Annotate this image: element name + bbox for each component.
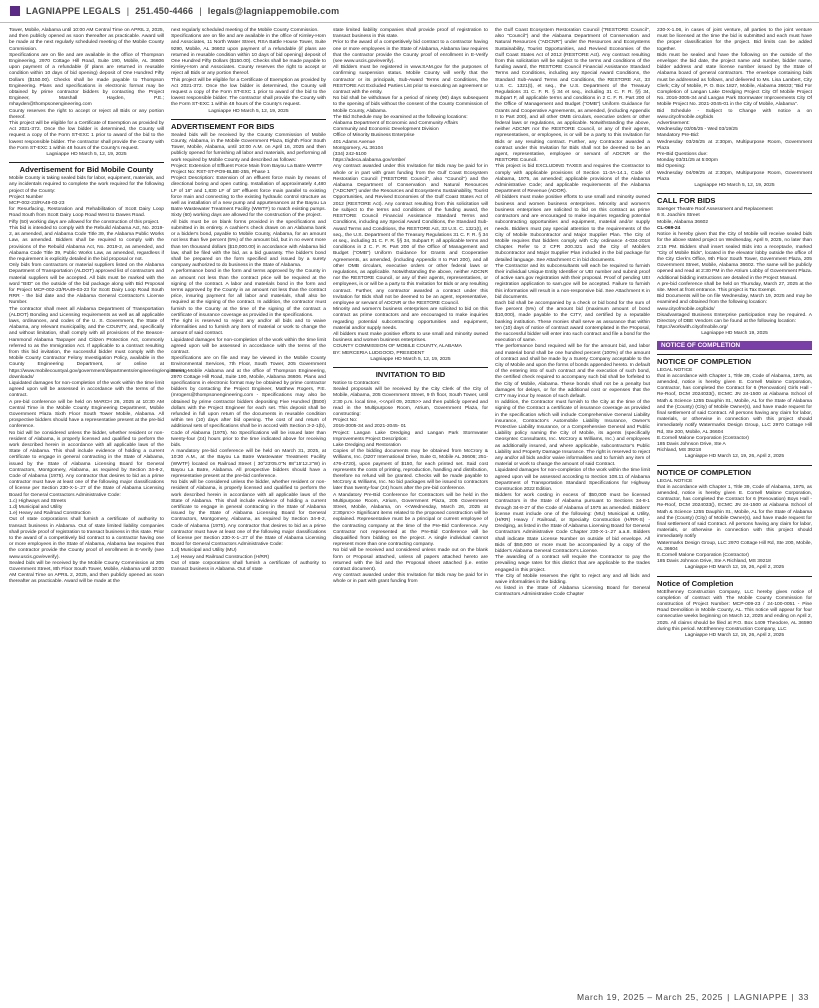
column-5 xyxy=(657,28,812,976)
notice-heading: NOTICE OF COMPLETION xyxy=(657,465,812,477)
notice-text: 1.d) Municipal and Utility (MU) xyxy=(171,548,237,554)
notice-text: No bid will be considered unless the bidder, whether resident or non-resident of Alabama, is properly licensed and qualified to perform the work described herein in accordance with all applicable laws of the State of Alabama. This shall include evidence of holding a current certificate to engage in general contracting in the State of Alabama, issued by the State of Alabama Licensing Board for General Contractors, Montgomery, Alabama, as required by Section 34-8-2, Code of Alabama (1975). Any contractor that desires to bid as a prime contractor must have at least one of the following major classifications of license per Section 230-X-1-.27 of the State of Alabama Licensing Board for General Contractors Administrative Code: xyxy=(9,430,164,498)
notice-text: All bidders must make positive efforts to use small and minority owned business and women business enterprises. Minority and women's business enterprises are solicited to bid on this contract as prime contractors and are encouraged to make inquiries regarding potential subcontracting opportunities and equipment, material and/or supply needs. Bidders must pay special attention to the requirements of the City of Mobile Subcontractor and Major Supplier Plan. The City of Mobile requires that bidders comply with City ordinance 4-034-2018 Chapter. Refer to 2 CFR 200.321 and the City of Mobile's Subcontractor and Major Supplier Plan included in the bid package for detailed language. See Attachment C in bid documents. xyxy=(495,195,650,263)
publication-name: LAGNIAPPE LEGALS xyxy=(26,6,121,16)
notice-text: 401 Adams Avenue xyxy=(333,139,376,145)
notice-text: Watermarks Design Group, LLC 2970 Cottage Hill Rd, Ste 200, Mobile, AL 36604 xyxy=(657,540,812,552)
notice-text: Project No: xyxy=(333,418,358,424)
notice-text: Liquidated damages for non-completion of the work within the time limit agreed upon will be assessed according to Section 108.11 of Alabama Department of Transportation Standard Specifications for Highway Construction 2022 Edition. xyxy=(495,468,650,493)
notice-text: No bid shall be withdrawn for a period of ninety (90) days subsequent to the opening of bids without the consent of the County Commission of Mobile County, Alabama. xyxy=(333,96,488,114)
notice-heading: INVITATION TO BID xyxy=(333,367,488,379)
notice-text: that in accordance with Chapter 1, Title 39, Code of Alabama, 1975, as amended, notice is hereby given E. Cornell Malone Corporation, Contractor, has completed the Contract for 6 (Renovation) Boys Hall - Re-Roof, DCM 2024033(), ECMC JN 24-1500 at Alabama School of Math & Science 1255 Dauphin St., Mobile, AL for the State of Alabama and the (County) (City) of Mobile Owner(s), and have made request for final settlement of said Contract. All persons having any claim for labor, materials, or otherwise in connection with this project should immediately notify xyxy=(657,484,812,540)
notice-heading: Notice of Completion xyxy=(657,576,812,588)
notice-text: Project Number xyxy=(9,194,43,200)
notice-text: BY: MERCERIA LUDGOOD, PRESIDENT xyxy=(333,350,425,356)
notice-link[interactable]: www.cityofmobile.org/bids/ xyxy=(657,306,715,312)
notice-text: MCP-002-23/RA49-03-23 xyxy=(9,201,65,207)
notice-text: The right is reserved to reject any and/or all bids and to waive informalities and to furnish any item of material or work to change the amount of said contract. xyxy=(171,318,326,337)
notice-text: Wednesday 04/09/25 at 2:30pm, Multipurpose Room, Government Plaza xyxy=(657,170,812,182)
notice-text: E.Cornell Malone Corporation (Contractor) xyxy=(657,553,749,559)
publication-dates: Lagniappe HD March 5, 12, 19, 2025 xyxy=(46,152,127,158)
publication-dates: Lagniappe HD March 5, 12, 19, 2025 xyxy=(370,356,451,362)
issue-dates: March 19, 2025 – March 25, 2025 xyxy=(576,992,724,1002)
notice-text: No bid will be received and considered unless made out on the blank form or Proposal attached, unless all papers attached hereto are returned with the bid and the Proposal sheet attached (i.e. entire contract document). xyxy=(333,548,488,573)
notice-text: A Mandatory Pre-Bid Conference for Contractors will be held in the Multipurpose Room, Atrium, Government Plaza, 205 Government Street, Mobile, Alabama, on <<Wednesday, March 26, 2025 at 2:30pm>> Significant items related to the proposed construction will be explained. Representative must be a principal or current employee of the contracting company at the time of the Pre-Bid Conference. Any Contractor not represented at the Pre-Bid Conference will be disqualified from bidding on the project. A single individual cannot represent more than one contracting company. xyxy=(333,492,488,548)
notice-text: A performance bond in the form and terms approved by the County in an amount not less than the contract price will be required at the signing of the contract. A labor and materials bond in the form and terms approved by the County in an amount not less than the contract price, insuring payment for all labor and materials, shall also be required at the signing of the contract. In addition, the contractor must furnish to the County at the time of the signing of the contract a certificate of insurance coverage as provided in the specifications. xyxy=(171,269,326,318)
notice-text: https://adeca.alabama.gov/ombe/ xyxy=(333,158,406,164)
notice-text: This project will be eligible for a Certificate of Exemption as provided by Act 2021-372. Once the low bidder is determined, the County will request a copy of the Form ST-EXC 1 prior to award of the bid to the lowest responsible bidder. The contractor shall provide the County with the Form ST-EXC 1 within 48 hours of the County's request. xyxy=(171,77,326,108)
notice-text: Project: Langan Lake Dredging and Langan Park Stormwater Improvements Project Description: xyxy=(333,430,488,442)
publication-dates: Lagniappe HD March 12, 19, 26, April 2, 2025 xyxy=(684,565,785,571)
publication-dates: Lagniappe HD March 12, 19, 26, April 2, 2025 xyxy=(684,633,785,639)
notice-text: County reserves the right to accept or reject all Bids or any portion thereof. xyxy=(9,108,164,120)
footer-divider: | xyxy=(727,992,730,1002)
page-header xyxy=(0,0,819,23)
notice-text: LEGAL NOTICE xyxy=(657,478,693,484)
page-footer xyxy=(577,992,809,1002)
notice-text: This project will be eligible for a Certificate of Exemption as provided by Act 2021-372. Once the low bidder is determined, the County will request a copy of the Form ST-EXC 1 prior to award of the bid to the lowest responsible bidder. The contractor shall provide the County with the Form ST-EXC 1 within 48 hours of the County's request. xyxy=(9,121,164,151)
notice-text: 2016-3005-34 and 2021-2045- 01 xyxy=(333,424,407,430)
column-4 xyxy=(495,28,650,976)
publication-dates: Lagniappe HD March 5, 12, 19, 2025 xyxy=(694,183,775,189)
notice-text: All Bidders must be registered in www.SAM.gov for the purposes of confirming suspension status. Mobile County will verify that the contractor or its principals, Sub-Award Terms and Conditions, the RESTORE Act Excluded Parties List prior to executing an agreement or contract with the entity. xyxy=(333,65,488,96)
notice-text: Office of Minority Business Enterprise xyxy=(333,133,415,139)
notice-text: 230-X-1.06, in cases of joint venture, all parties to the joint venture must be licensed at the time the bid is submitted and each must have the proper classification for the project. Bid limits can be added together. xyxy=(657,28,812,52)
notice-text: Tower, Mobile, Alabama until 10:00 AM Central Time on APRIL 2, 2025, and then publicly opened as soon thereafter as practicable. Award will be made at the next regularly scheduled meeting of the Mobile County Commission. xyxy=(9,28,164,52)
notice-heading: NOTICE OF COMPLETION xyxy=(657,354,812,366)
notice-text: E.Cornell Malone Corporation (Contractor) xyxy=(657,435,749,441)
section-marker-square xyxy=(10,6,20,16)
notice-text: 185 Davis Johnson Drive, Ste A xyxy=(657,441,726,447)
notice-text: that in accordance with Chapter 1, Title 39, Code of Alabama, 1975, as amended, notice is hereby given E. Cornell Malone Corporation, Contractor, has completed the Contract for 6 (Renovation) Girls Hall - Re-Roof, DCM 2024033(), ECMC JN 24-1500 at Alabama School of Math & Science 1255 Dauphin St., Mobile, AL for the State of Alabama and the (County) (City) of Mobile Owner(s), and have made request for final settlement of said Contract. All persons having any claim for labor, materials, or otherwise in connection with this project should immediately notify Watermarks Design Group, LLC 2970 Cottage Hill Rd, Ste 200, Mobile, AL 36604 xyxy=(657,373,812,435)
notice-text: COUNTY COMMISSION OF MOBILE COUNTY, ALABAMA xyxy=(333,344,462,350)
notice-text: Project: Extension of Effluent Force Main from Bayou La Batre WWTF xyxy=(171,163,323,169)
column-1 xyxy=(9,28,189,976)
notice-text: Specifications are on file and are available in the office of Kimley-Horn and Associates, 11 North Water Street, RSA Battle House Tower, Suite 9290, Mobile, AL 36602 upon payment of a refundable (if plans are returned in reusable condition within 10 days of bid opening) deposit of One Hundred Fifty Dollars ($150.00). Checks shall be made payable to Kimley-Horn and Associates. County reserves the right to accept or reject all Bids or any portion thereof. xyxy=(171,34,326,77)
notice-text: CL-069-24 xyxy=(657,225,681,231)
notice-text: Liquidated damages for non-completion of the work within the time limit agreed upon will be assessed in accordance with the terms of the contract. xyxy=(9,380,164,399)
notice-text: The City of Mobile reserves the right to reject any and all bids and waive informalities in the bidding. xyxy=(495,573,650,586)
notice-text: In addition, the Contractor must furnish to the City at the time of the signing of the Contract a certificate of insurance coverage as provided in the specification which will include Comprehensive General Liability insurance, Contractor's Automobile Liability Insurance, Owner's Protective Liability Insurance, or a Comprehensive General and Public Liability policy naming the City of Mobile, its agents (specifically Geosyntec Consultants, Inc. McCrory & Williams, Inc.) and employees as additionally insured, and where applicable, subcontractor's Public Liability and Property Damage Insurance. The right is reserved to reject any and/or all bids and/or waive informalities and to furnish any item of material or work to change the amount of said Contract. xyxy=(495,400,650,468)
notice-text: for Resurfacing, Restoration and Rehabilitation of Scott Dairy Loop Road South from Scott Dairy Loop Road West to Dawes Road. xyxy=(9,207,164,219)
header-divider: | xyxy=(126,6,130,16)
notice-text: Advertisement: xyxy=(657,121,690,127)
notice-text: Prior to the award of a competitively bid contract to a contractor having one or more employees in the State of Alabama, Alabama law requires that the contractor provide the County proof of enrollment in E-Verify (see www.uscis.gov/everify). xyxy=(333,40,488,65)
notice-text: Notice to Contractors: xyxy=(333,380,381,386)
notice-text: Sealed bids will be received by the Mobile County Commission at 205 Government Street, 8th Floor South Tower, Mobile, Alabama until 10:00 AM Central Time on APRIL 2, 2025, and then publicly opened as soon thereafter as practicable. Award will be made at the xyxy=(9,560,164,585)
page-number: 33 xyxy=(798,992,809,1002)
notice-text: Community and Economic Development Division xyxy=(333,127,439,133)
notice-text: Bid Schedule - Subject to Change with notice a on www.cityofmobile.org/bids xyxy=(657,108,812,120)
notice-text: Bids must be sealed and have the following on the outside of the envelope: the bid date, the project name and number, bidder name, bidder address and state license number issued by the State of Alabama board of general contractors. The envelope containing bids must be addressed as follows, and delivered to Ms. Lisa Lambert, City Clerk; City of Mobile, P. O. Box 1827, Mobile, Alabama 36633; "Bid For Completion of Langan Lake Dredging Project City Of Mobile Project No. 2016-3005-34 and Langan Park Stormwater Improvements City Of Mobile Project No. 2021-2045-01 in the City of Mobile, Alabama". xyxy=(657,52,812,108)
notice-text: Pre-Bid Questions due: xyxy=(657,152,708,158)
publication-dates: Lagniappe HD March 5, 12, 19, 2025 xyxy=(208,108,289,114)
section-banner: NOTICE OF COMPLETION xyxy=(657,341,812,350)
notice-text: All bids must be on blank forms provided in the specifications and submitted in its entirety. A cashier's check drawn on an Alabama bank or a bidder's bond, payable to Mobile County, Alabama, for an amount not less than five percent (5%) of the amount bid, but in no event more than ten thousand dollars ($10,000.00) in accordance with Alabama bid law, shall be filed with the bid, as a bid guaranty. The bidder's bond shall be prepared on the form specified and issued by a surety company authorized to do business in the State of Alabama. xyxy=(171,219,326,269)
notice-text: Copies of the bidding documents may be obtained from McCrory & Williams, Inc. (3207 International Drive, Suite G, Mobile AL 36606; 251-476-4720), upon payment of $150, for each printed set. Said cost represents the costs of printing, reproduction, handling and distribution, therefore no refund will be granted. Checks will be made payable to McCrory & Williams, Inc. No bid packages will be issued to contractors later than twenty-four (24) hours after the pre-bid conference. xyxy=(333,449,488,492)
notice-text: Sealed proposals will be received by the City Clerk of the City of Mobile, Alabama, 205 Government Street, 9 th floor, South Tower, until 2:30 p.m. local time, <<April 09, 2025>> and then publicly opened and read in the Multipurpose Room, Atrium, Government Plaza, for constructing: xyxy=(333,387,488,417)
notice-text: Mobile, Alabama 36602 xyxy=(657,219,709,225)
footer-brand: LAGNIAPPE xyxy=(733,992,788,1002)
notice-text: Specifications are on file and may be viewed in the Mobile County Environmental Services, 7th Floor, South Tower, 205 Government Street, Mobile Alabama and at the office of Thompson Engineering, 2970 Cottage Hill Road, Suite 190, Mobile, Alabama 36606. Plans and specifications in electronic format may be obtained by prime contractor bidders by contacting the Project Engineer, Matthew Rogers, P.E. (mrogers@thompsonengineering.com - Specifications may also be obtained by prime contractor bidders depositing Five Hundred ($500) dollars with the Project Engineer for each set. This deposit shall be refunded in full upon return of the documents in reusable condition within ten (10) days after bid opening. The cost of and return of additional sets of specifications shall be in accord with Section 3-2-1(b), Code of Alabama (1975). No Specifications will be issued later than twenty-four (24) hours prior to the time indicated above for receiving bids. xyxy=(171,356,326,448)
notice-text: As listed in the State of Alabama Licensing Board for General Contractors Administrative Code Chapter xyxy=(495,586,650,598)
column-2 xyxy=(171,28,326,976)
notice-text: Project Description: Extension of an effluent force main by means of directional boring and open cutting. Installation of approximately 4,480 LF of 16" and 1,830 LF of 18" effluent force main parallel to existing force main and connecting to the existing hydraulic control structure as well as installation of a new pump and appurtenances at the Bayou La Batre Wastewater Treatment Facility (WWTF) to match existing pumps. Sixty (60) working days are allowed for the construction of the project. xyxy=(171,176,326,219)
notice-text: Monday 03/31/25 at 5:00pm xyxy=(657,158,718,164)
notice-text: next regularly scheduled meeting of the Mobile County Commission. xyxy=(171,28,319,33)
notice-text: the Gulf Coast Ecosystem Restoration Council ("RESTORE Council", also "Council") and the Alabama Department of Conservation and Natural Resources ("ADCNR") under the Resources and Ecosystems Sustainability, Tourist Opportunities, and Revived Economies of the Gulf Coast States Act of 2012 (RESTORE Act). Any contract resulting from this solicitation will be subject to the terms and conditions of the funding award, the RESTORE Council Financial Assistance Standard Terms and Conditions, including any Special Award Conditions, the Standard Sub-Award Terms and Conditions, the RESTORE Act, 33 U.S. C. 1321(t), et seq., the U.S. Department of the Treasury Regulations 31 C. F. R. § 34 et seq., including 31 C. F. R. §§ 34, Subpart F, all applicable terms and conditions in 2 C. F. R. Part 200 of the Office of Management and Budget ("OMB") Uniform Guidance for Grants and Cooperative Agreements, as amended, (including Appendix II to Part 200), and all other OMB circulars, executive orders or other federal laws or regulations, as applicable. Notwithstanding the above, neither ADCNR nor the RESTORE Council, or any of their agents, representatives, or employees, is or will be a party to this Invitation for Bids or any resulting contract. Further, any Contractor awarded a contract under this Invitation for Bids shall not be deemed to be an agent, representative, employee or servant of ADCNR or the RESTORE Council. xyxy=(495,28,650,164)
notice-text: Project No: RST-ST-PO9-BLBE-255, Phase 1 xyxy=(171,170,270,176)
notice-text: McElhenney Construction Company, LLC hereby gives notice of completion of contract with The Mobile County Commission for construction of Project Number: MCP-009-23 / 24-100-0051 - Pine Road Demolition in Mobile County, AL. This notice will appear for four consecutive weeks beginning on March 12, 2025 and ending on April 2, 2025. All claims should be filed at P.O. Box 1409 Theodore, AL 36590 during this period. McElhenney Construction Company, LLC xyxy=(657,589,812,632)
notice-text: The Contractor and its subconsultants will each be required to furnish their individual Unique Entity Identifier or UEI number and submit proof of active sam.gov registration with their proposal. Proof of pending UEI registration application to sam.gov will be accepted. Failure to furnish this information will result in a non-responsive bid. See Attachment K in bid documents. xyxy=(495,263,650,300)
notice-text: No bids will be considered unless the bidder, whether resident or non-resident of Alabama, is properly licensed and qualified to perform the work described herein in accordance with all applicable laws of the State of Alabama. This shall include evidence of holding a current certificate to engage in general contracting in the State of Alabama issued by the State of Alabama Licensing Board for General Contractors, Montgomery, Alabama, as required by Section 34-8-2, Code of Alabama (1975). Any contractor that desires to bid as a prime contractor must have at least one of the following major classifications of license per Section 230-X-1-.27 of the State of Alabama Licensing Board for General Contractors Administrative Code: xyxy=(171,480,326,548)
header-phone: 251.450-4466 xyxy=(135,6,194,16)
notice-text: The performance bond required will be for the amount bid, and labor and material bond shall be one hundred percent (100%) of the amount of contract and shall be made by a Surety Company acceptable to the City of Mobile and upon the forms of bonds appended hereto. In default of the entering into of such contract and the execution of such bond, the certified check required to accompany such bid shall be forfeited to the City of Mobile, Alabama. These bonds shall not be a penalty but damages for delays, or for the additional cost or expenses that the CITY may incur by reason of such default. xyxy=(495,344,650,399)
notice-text: (334) 242-5100 xyxy=(333,152,367,158)
notice-text: Any contract awarded under this Invitation for Bids may be paid for in whole or in part with grant funding from the Gulf Coast Ecosystem Restoration Council ("RESTORE Council", also "Council") and the Alabama Department of Conservation and Natural Resources ("ADCNR") under the Resources and Ecosystems Sustainability, Tourist Opportunities, and Revived Economies of the Gulf Coast States Act of 2012 (RESTORE Act). Any contract resulting from this solicitation will be subject to the terms and conditions of the funding award, the RESTORE Council Financial Assistance Standard Terms and Conditions, including any Special Award Conditions, the Standard Sub-Award Terms and Conditions, the RESTORE Act, 33 U.S. C. 1321(t), et seq., the U.S. Department of the Treasury Regulations 31 C. F. R. § 34 et seq., including 31 C. F. R. §§ 34, Subpart F, all applicable terms and conditions in 2 C. F. R. Part 200 of the Office of Management and Budget ("OMB") Uniform Guidance for Grants and Cooperative Agreements, as amended, (including Appendix II to Part 200), and all other OMB circulars, executive orders or other federal laws or regulations, as applicable. Notwithstanding the above, neither ADCNR nor the RESTORE Council, or any of their agents, representatives, or employees, is or will be a party to this Invitation for Bids or any resulting contract. Further, any contractor awarded a contract under this Invitation for Bids shall not be deemed to be an agent, representative, employee or servant of ADCNR or the RESTORE Council. xyxy=(333,164,488,306)
notice-text: Only bids from contractors or material suppliers listed on the Alabama Department of Transportation (ALDOT) approved list of contractors and material suppliers will be accepted. All bids must be marked with the word "BID" on the outside of the bid package along with Bid Proposal for Project MCP-002-23/RA49-03-23 for Scott Dairy Loop Road South RRR - the bid date and the Alabama General Contractor's License Number. xyxy=(9,263,164,306)
notice-text: The contractor shall meet all Alabama Department of Transportation (ALDOT) Bonding and Licensing requirements as well as all applicable laws, ordinances, and codes of the U. S. Government, the State of Alabama, any relevant municipality, and the COUNTY, and, specifically and without limitation, shall comply with all provisions of the Beason-Hammond Alabama Taxpayer and Citizen Protection Act, commonly referred to as the Immigration Act. If applicable to a contract resulting from this bid invitation, the successful bidder must comply with the Mobile County Contractor Felony Investigation Policy, available in the County Engineering Department, or online at https://www.mobilecountyal.gov/government/departments/engineering/engineering-downloads/ xyxy=(9,306,189,380)
notice-text: Out of state corporations shall furnish a certificate of authority to transact business in Alabama. Out of state xyxy=(171,560,326,573)
notice-text: Bid Opening: xyxy=(657,164,686,170)
notice-text: All bidders must make positive efforts to use small and minority owned business and women business enterprises. xyxy=(333,331,488,344)
notice-text: Wednesday 03/26/25 at 2:30pm, Multipurpose Room, Government Plaza xyxy=(657,139,812,151)
notice-text: Saenger Theatre Roof Assessment and Replacement xyxy=(657,207,773,213)
notice-text: 1.e) Heavy and Railroad Construction (H/RR) xyxy=(171,554,270,560)
notice-text: Lake Dredging and Restoration xyxy=(333,443,401,448)
notice-text: Bid Documents will be on file Wednesday, March 19, 2025 and may be examined and obtained from the following location: xyxy=(657,294,812,306)
footer-divider: | xyxy=(791,992,795,1002)
header-email[interactable]: legals@lagniappemobile.com xyxy=(207,6,340,16)
notice-text: Liquidated damages for non-completion of the work within the time limit agreed upon will be assessed in accordance with the terms of the contract. xyxy=(171,337,326,355)
publication-dates: Lagniappe HD March 12, 19, 26, April 2, 2025 xyxy=(684,454,785,460)
publication-dates: Lagniappe HD March 19, 2025 xyxy=(701,331,768,337)
header-divider: | xyxy=(199,6,202,16)
notice-text: Each bid shall be accompanied by a check or bid bond for the sum of five percent (5%) of the amount bid (maximum amount of bond $10,000), made payable to the CITY, and certified by a reputable banking institution. These monies shall serve as assurance that within ten (10) days of notice of contract award contemplated in the Proposal, the successful bidder will enter into such contract and file a bond for the execution of same. xyxy=(495,300,650,344)
notice-text: The awarding of a contract will require the Contractor to pay the prevailing wage rates for this district that are applicable to the trades engaged in this project. xyxy=(495,555,650,573)
notice-text: A mandatory pre-bid conference will be held on March 31, 2025, at 10:30 A.M., at the Bayou La Batre Wastewater Treatment Facility (WWTF) located on Railroad Street ( 30°23'05.0"N 88°15'12.2"W) in Bayou La Batre, Alabama. All prospective bidders should have a representative present at the pre-bid conference. xyxy=(171,449,326,480)
notice-text: Richland, MS 39218 xyxy=(657,448,702,454)
notice-text: 1.e) Heavy and Railroad Construction xyxy=(9,511,91,517)
notice-text: Bidders for work costing in excess of $50,000 must be licensed Contractors in the State of Alabama pursuant to Sections 34-8-1 through 34-8-27 of the Code of Alabama of 1975 as amended. Bidders' license must include one of the following: (MU) Municipal & Utility, (H/RR) Heavy / Railroad, or Specialty Construction (H/RR-S) - Dredging, as listed in the State of Alabama Licensing Board for General Contractors Administrative Code Chapter 230-X-1-.27 a.a.8. Bidders shall indicate State License Number on outside of bid envelope. All Bids of $50,000 or more must be accompanied by a copy of the bidder's Alabama General Contractor's License. xyxy=(495,493,650,555)
notice-text: 185 Davis Johnson Drive, Ste A Richland, MS 39218 xyxy=(657,559,771,565)
notice-link[interactable]: https://workwith.cityofmobile.org/ xyxy=(657,325,728,331)
column-3 xyxy=(333,28,488,976)
notice-text: Disadvantaged Business Enterprise participation may be required. A Directory of DBE Vendors can be found at the following location: xyxy=(657,312,812,324)
notice-text: Fifty (50) working days are allowed for the construction of this project. xyxy=(9,219,160,225)
notice-text: Mobile County is taking sealed bids for labor, equipment, materials, and any incidentals required to complete the work required for the following project of the County: xyxy=(9,176,164,194)
notice-text: This project is bid EXCLUDING TAXES and requires the Contractor to comply with applicable provisions of Section 11-3A-14.1, Code of Alabama, 1975, as amended; applicable provisions of the Alabama Administrative Code; and applicable requirements of the Alabama Department of Revenue (ADOR). xyxy=(495,164,650,195)
notice-heading: Advertisement for Bid Mobile County xyxy=(9,162,164,174)
notice-text: state limited liability companies shall provide proof of registration to transact business in this state. xyxy=(333,28,488,40)
notice-text: The Bid Schedule may be examined at the following locations: xyxy=(333,114,468,120)
legal-columns xyxy=(9,28,812,976)
notice-text: Wednesday 03/05/25 - Wed 03/19/25 xyxy=(657,127,738,133)
notice-text: A pre-bid conference will be held on MARCH 26, 2025 at 10:30 AM Central Time in the Mobile County Engineering Department, Mobile Government Plaza Sixth Floor South Tower Mobile, Alabama. All prospective bidders should have a representative present at the pre-bid conference. xyxy=(9,399,164,430)
notice-text: Specifications are on file and are available in the office of Thompson Engineering, 2970 Cottage Hill Road, Suite 190, Mobile, AL 36606 upon payment of a refundable (if plans are returned in reusable condition within 10 days of bid opening) deposit of One Hundred Fifty Dollars ($150.00). Checks shall be made payable to Thompson Engineering. Plans and specifications in electronic format may be obtained by prime contractor bidders by contacting the Project Engineer, Marshall Hayden, P.E.; mhayden@thompsonengineering.com xyxy=(9,52,164,108)
notice-text: A pre-bid conference shall be held on Thursday, March 27, 2025 at the site. Meet at front entrance. This project is Tax Exempt. xyxy=(657,281,812,293)
notice-heading: CALL FOR BIDS xyxy=(657,193,812,205)
notice-text: 1.d) Municipal and Utility xyxy=(9,505,63,511)
notice-text: Out of state corporations shall furnish a certificate of authority to transact business in Alabama. Out of state limited liability companies shall provide proof of registration to transact business in this state. Prior to the award of a competitively bid contract to a contractor having one or more employees in the State of Alabama, Alabama law requires that the contractor provide the County proof of enrollment in E-Verify (see www.uscis.gov/everify). xyxy=(9,517,164,560)
notice-text: LEGAL NOTICE xyxy=(657,367,693,373)
notice-text: Any contract awarded under this Invitation for Bids may be paid for in whole or in part with grant funding from xyxy=(333,573,488,585)
notice-text: Mandatory Pre-Bid: xyxy=(657,133,700,139)
notice-text: 6 S. Joachim Street xyxy=(657,213,700,219)
notice-text: Alabama Department of Economic and Community Affairs xyxy=(333,121,458,127)
notice-text: This bid is intended to comply with the Rebuild Alabama Act, No. 2019-2, as amended, and Alabama Code Title 39, the Alabama Public Works Law, as amended. Bidders shall be required to comply with the provisions of the Rebuild Alabama Act, No. 2019-2, as amended, and Alabama Code Title 39, Public Works Law, as amended, regardless if the requirement is explicitly detailed in the bid proposal or not. xyxy=(9,225,164,262)
notice-heading: ADVERTISEMENT FOR BIDS xyxy=(171,119,326,131)
notice-text: Notice is hereby given that the City of Mobile will receive sealed bids for the above stated project on Wednesday, April 9, 2025, no later than 2:15 PM. Bidders shall insert sealed Bids into a receptacle, marked "City of Mobile Bids", located in the elevator lobby outside the office of the City Clerk's Office, 9th Floor South Tower, Government Plaza, 205 Government Street, Mobile, Alabama 36602. The same will be publicly opened and read at 2:30 PM in the Atrium Lobby of Government Plaza. Additional bidding instructions are detailed in the Project Manual. xyxy=(657,232,812,281)
notice-text: 1.c) Highways and Streets xyxy=(9,498,67,504)
notice-text: Montgomery, AL 36104 xyxy=(333,145,384,151)
notice-text: Minority and women's business enterprises are solicited to bid on this contract as prime contractors and are encouraged to make inquiries regarding potential subcontracting opportunities and equipment, material and/or supply needs. xyxy=(333,307,488,331)
notice-text: Sealed bids will be received by the County Commission of Mobile County, Alabama, in the Mobile Government Plaza, Eighth Floor South Tower, Mobile, Alabama, until 10:00 A.M. on April 16, 2025 and then publicly opened for furnishing all labor and materials, and performing all work required by Mobile County and described as follows: xyxy=(171,132,326,163)
